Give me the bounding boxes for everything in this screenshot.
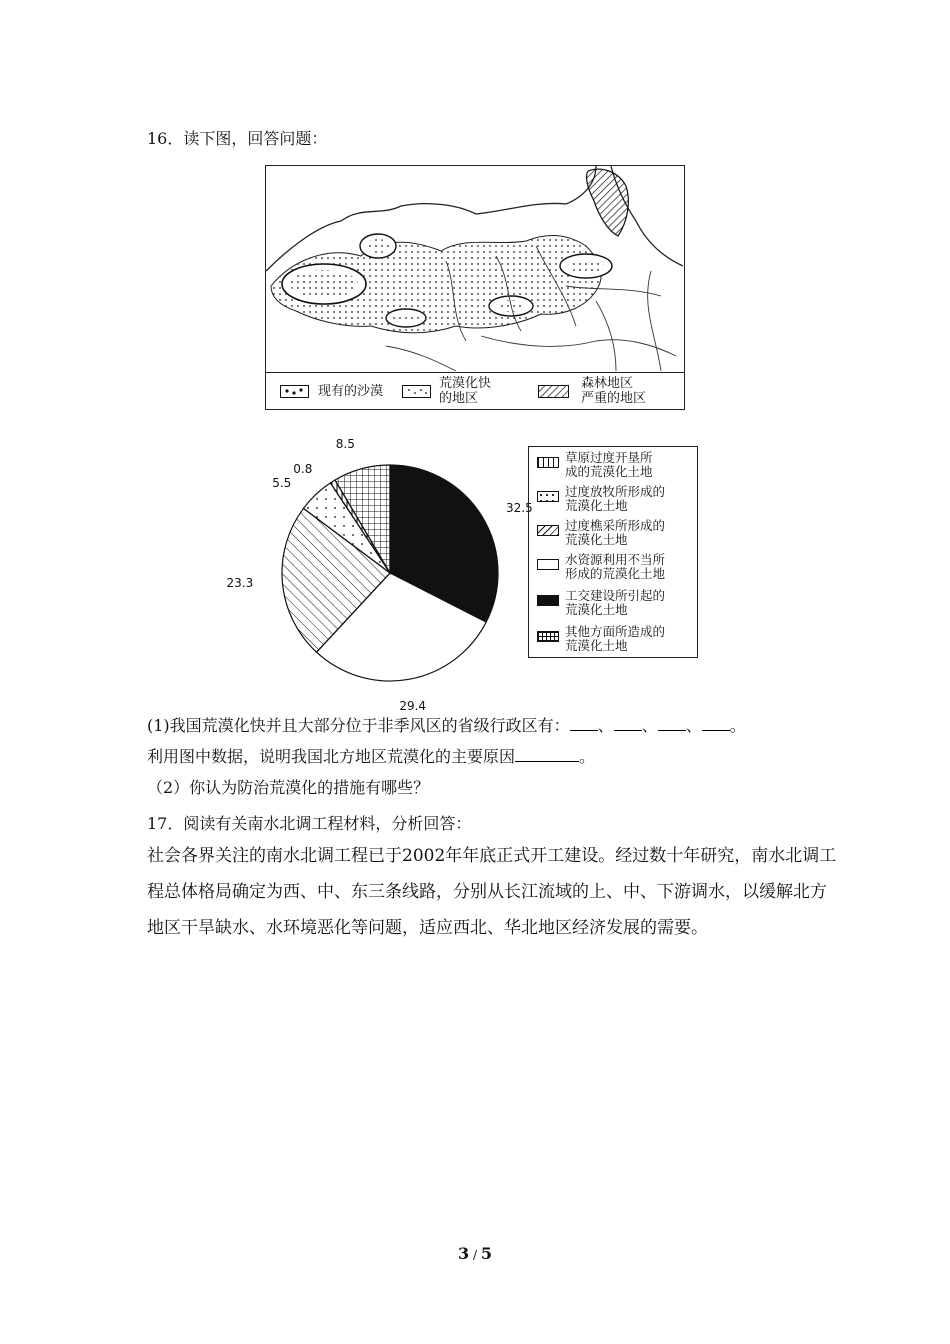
legend-swatch-reclamation bbox=[537, 457, 559, 468]
legend-other-line2: 荒漠化土地 bbox=[565, 638, 628, 653]
legend-overgrazing-line2: 荒漠化土地 bbox=[565, 498, 628, 513]
pie-value-label: 0.8 bbox=[293, 461, 313, 476]
legend-firewood-line1: 过度樵采所形成的 bbox=[565, 518, 666, 533]
question-16-part-2: （2）你认为防治荒漠化的措施有哪些？ bbox=[147, 778, 430, 797]
blank-separator: 、 bbox=[641, 716, 658, 735]
legend-swatch-firewood bbox=[537, 525, 559, 536]
blank-separator: 、 bbox=[685, 716, 702, 735]
page-separator: / bbox=[469, 1248, 481, 1262]
answer-blank-2[interactable] bbox=[614, 716, 642, 731]
forest-legend-swatch bbox=[538, 385, 570, 399]
answer-blank-4[interactable] bbox=[702, 716, 730, 731]
pie-value-label: 23.3 bbox=[226, 576, 254, 591]
current-page: 3 bbox=[458, 1244, 470, 1263]
legend-swatch-overgrazing bbox=[537, 491, 559, 502]
legend-water-misuse-line1: 水资源利用不当所 bbox=[565, 552, 666, 567]
q16-part1b-text: 利用图中数据，说明我国北方地区荒漠化的主要原因 bbox=[147, 747, 516, 766]
answer-blank-3[interactable] bbox=[658, 716, 686, 731]
pie-value-label: 5.5 bbox=[272, 476, 292, 491]
answer-blank-reason[interactable] bbox=[515, 747, 579, 762]
legend-reclamation-line2: 成的荒漠化土地 bbox=[565, 464, 653, 479]
legend-construction-line1: 工交建设所引起的 bbox=[565, 588, 666, 603]
pie-chart-legend bbox=[528, 446, 698, 658]
legend-forest-line2: 严重的地区 bbox=[581, 391, 647, 406]
legend-construction-line2: 荒漠化土地 bbox=[565, 602, 628, 617]
question-16-part-1a bbox=[147, 713, 746, 736]
question-17-passage: 社会各界关注的南水北调工程已于2002年年底正式开工建设。经过数十年研究，南水北调工程总体格局确定为西、中、东三条线路，分别从长江流域的上、中、下游调水，以缓解北方地区干旱缺水、水环境恶化等问题，适应西北、华北地区经济发展的需要。 bbox=[147, 846, 837, 938]
legend-swatch-water-misuse bbox=[537, 559, 559, 570]
legend-firewood-line2: 荒漠化土地 bbox=[565, 532, 628, 547]
fast-desertification-legend-swatch bbox=[402, 385, 432, 399]
legend-swatch-other bbox=[537, 631, 559, 642]
question-16-title: 16．读下图，回答问题： bbox=[147, 129, 328, 148]
desertification-map bbox=[265, 165, 685, 410]
legend-overgrazing-line1: 过度放牧所形成的 bbox=[565, 484, 666, 499]
legend-forest-line1: 森林地区 bbox=[581, 376, 634, 391]
legend-swatch-construction bbox=[537, 595, 559, 606]
legend-other-line1: 其他方面所造成的 bbox=[565, 624, 666, 639]
map-legend bbox=[266, 372, 684, 411]
answer-blank-1[interactable] bbox=[570, 716, 598, 731]
pie-value-label: 29.4 bbox=[399, 699, 427, 714]
legend-reclamation-line1: 草原过度开垦所 bbox=[565, 450, 653, 465]
map-drawing bbox=[266, 166, 683, 371]
question-16-part-1b bbox=[147, 744, 595, 767]
total-pages: 5 bbox=[480, 1244, 492, 1263]
legend-water-misuse-line2: 形成的荒漠化土地 bbox=[565, 566, 666, 581]
page-number bbox=[0, 1244, 950, 1263]
question-17-title: 17．阅读有关南水北调工程材料，分析回答： bbox=[147, 814, 472, 833]
blank-separator: 、 bbox=[597, 716, 614, 735]
pie-value-label: 8.5 bbox=[335, 437, 355, 452]
sentence-end: 。 bbox=[579, 747, 596, 766]
legend-desert-label: 现有的沙漠 bbox=[318, 384, 384, 399]
sentence-end: 。 bbox=[729, 716, 746, 735]
legend-fast-desertification-line1: 荒漠化快 bbox=[439, 376, 492, 391]
desert-legend-swatch bbox=[280, 385, 310, 399]
pie-value-label: 32.5 bbox=[506, 501, 533, 516]
q16-part1-text: (1)我国荒漠化快并且大部分位于非季风区的省级行政区有： bbox=[147, 716, 570, 735]
legend-fast-desertification-line2: 的地区 bbox=[439, 391, 479, 406]
